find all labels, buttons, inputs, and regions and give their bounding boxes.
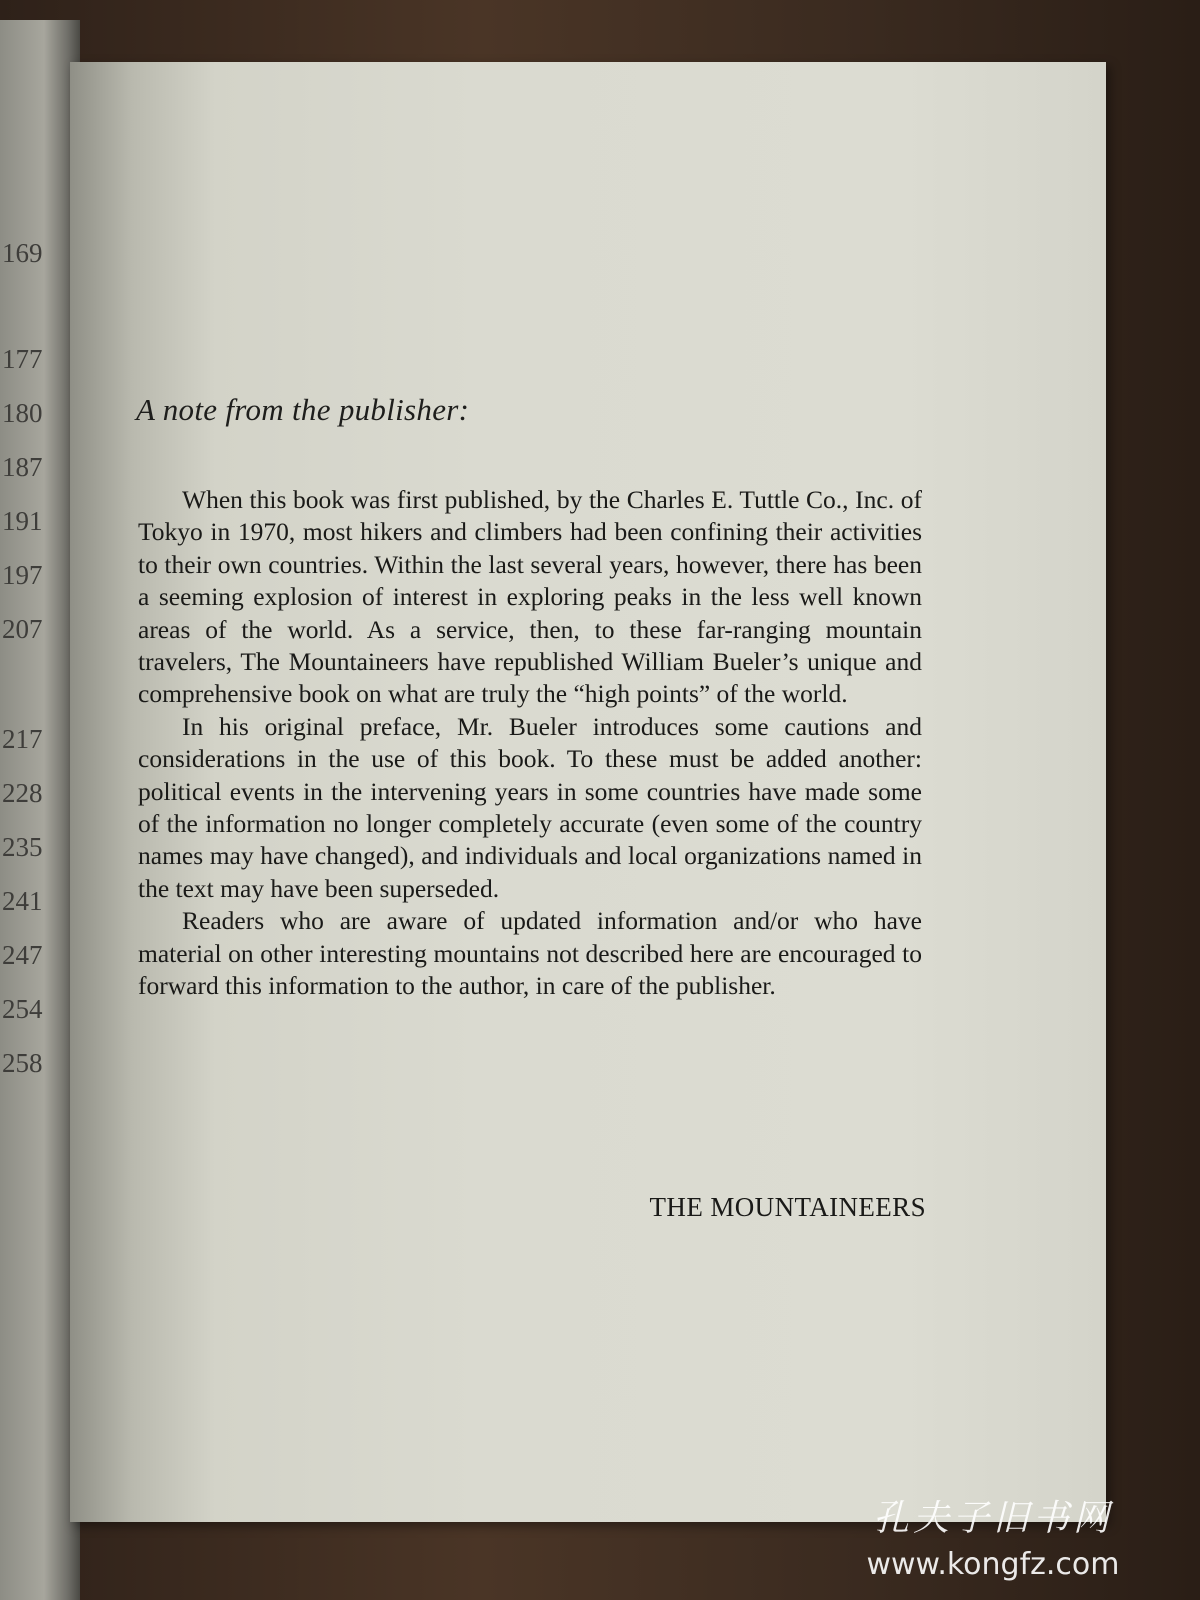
watermark-url: www.kongfz.com <box>866 1547 1120 1582</box>
toc-page-number: 197 <box>2 560 43 590</box>
toc-page-number: 177 <box>2 344 43 374</box>
publisher-note-body <box>138 484 922 1003</box>
toc-page-number: 254 <box>2 994 43 1024</box>
toc-page-number: 241 <box>2 886 43 916</box>
toc-page-number: 187 <box>2 452 43 482</box>
toc-page-number: 235 <box>2 832 43 862</box>
paragraph: Readers who are aware of updated information and/or who have material on other interesting mountains not described here are encouraged to forward this information to the author, in care of the publisher. <box>138 906 922 1001</box>
toc-page-number: 207 <box>2 614 43 644</box>
toc-page-number: 191 <box>2 506 43 536</box>
toc-page-number: 169 <box>2 238 43 268</box>
toc-page-number: 180 <box>2 398 43 428</box>
toc-page-number: 228 <box>2 778 43 808</box>
publisher-signature: THE MOUNTAINEERS <box>649 1192 926 1222</box>
paragraph: When this book was first published, by the Charles E. Tuttle Co., Inc. of Tokyo in 1970, most hikers and climbers had been confining their activities to their own countries. Within the last several years, however, there has been a seeming explosion of interest in exploring peaks in the less well known areas of the world. As a service, then, to these far-ranging mountain travelers, The Mountaineers have republished William Bueler’s unique and comprehensive book on what are truly the “high points” of the world. <box>138 485 922 709</box>
page-heading: A note from the publisher: <box>136 392 470 427</box>
toc-page-number: 247 <box>2 940 43 970</box>
watermark-chinese-text: 孔夫子旧书网 <box>872 1498 1113 1539</box>
paragraph: In his original preface, Mr. Bueler introduces some cautions and considerations in the use of this book. To these must be added another: political events in the intervening years in some countries have made some of the information no longer completely accurate (even some of the country names may have changed), and individuals and local organizations named in the text may have been superseded. <box>138 711 922 903</box>
toc-page-number: 258 <box>2 1048 43 1078</box>
facing-page-edge <box>0 20 80 1600</box>
watermark <box>838 1490 1148 1582</box>
toc-page-number: 217 <box>2 724 43 754</box>
